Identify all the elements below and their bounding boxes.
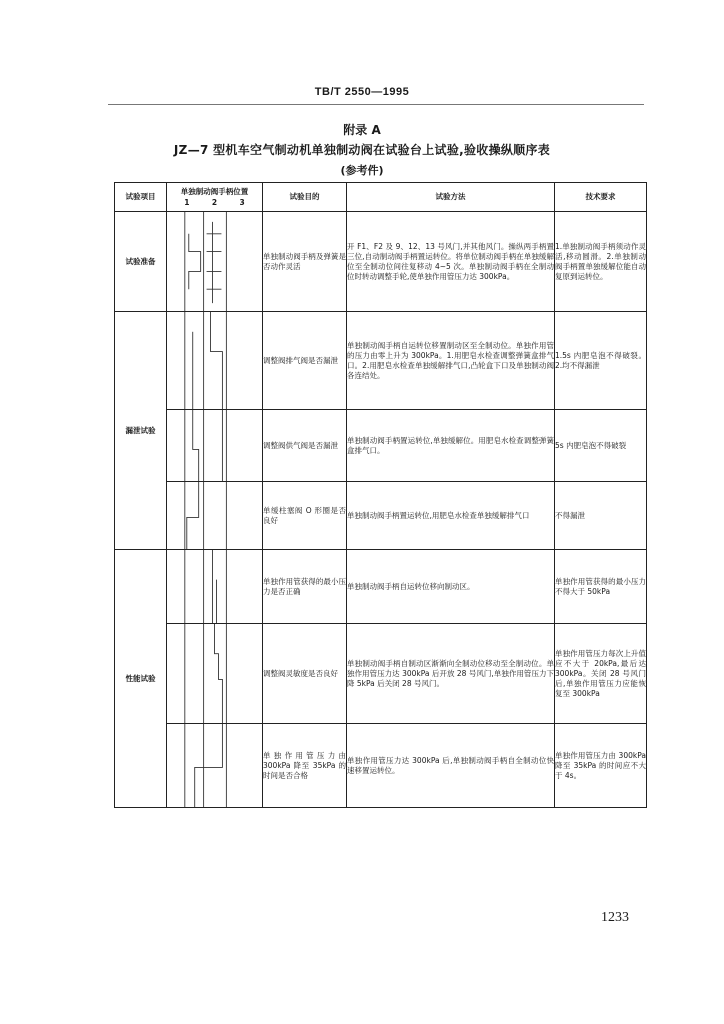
method-cell: 单独作用管压力达 300kPa 后,单独制动阀手柄自全制动位快速移置运转位。 [347, 724, 555, 808]
handle-diagram-svg [167, 550, 262, 623]
method-cell: 开 F1、F2 及 9、12、13 号风门,并其他风门。操纵两手柄置三位,自动制动阀手柄置运转位。将单位制动阀手柄在单独缓解位至全制动位间往复移动 4~5 次。单独制动阀手柄在全制动位时转动调整手轮,使单独作用管压力达 300kPa。 [347, 212, 555, 312]
table-row [115, 410, 647, 482]
handle-diagram [167, 624, 263, 724]
handle-diagram-svg [167, 482, 262, 549]
group-seal: 漏泄试验 [115, 312, 167, 550]
requirement-cell: 单独作用管压力每次上升值应不大于 20kPa,最后达 300kPa。关闭 28 号风门后,单独作用管压力应能恢复至 300kPa [555, 624, 647, 724]
col-purpose-header: 试验目的 [263, 183, 347, 212]
requirement-cell: 1.单独制动阀手柄须动作灵活,移动圆滑。2.单独制动阀手柄置单独缓解位能自动复原到运转位。 [555, 212, 647, 312]
handle-position-2: 2 [211, 197, 218, 207]
purpose-cell: 单独制动阀手柄及弹簧是否动作灵活 [263, 212, 347, 312]
table-title: JZ—7 型机车空气制动机单独制动阀在试验台上试验,验收操纵顺序表 [173, 143, 551, 157]
table-row [115, 482, 647, 550]
purpose-cell: 调整阀灵敏度是否良好 [263, 624, 347, 724]
header-rule [108, 104, 644, 105]
procedure-table [114, 182, 647, 808]
table-row [115, 212, 647, 312]
purpose-cell: 调整阀供气阀是否漏泄 [263, 410, 347, 482]
handle-diagram-svg [167, 624, 262, 723]
purpose-cell: 调整阀排气阀是否漏泄 [263, 312, 347, 410]
method-cell: 单独制动阀手柄自制动区渐渐向全制动位移动至全制动位。单独作用管压力达 300kPa 后开放 28 号风门,单独作用管压力下降 5kPa 后关闭 28 号风门。 [347, 624, 555, 724]
table-row [115, 550, 647, 624]
page-number: 1233 [601, 910, 629, 925]
purpose-cell: 单独作用管压力由 300kPa 降至 35kPa 的时间是否合格 [263, 724, 347, 808]
col-item-header: 试验项目 [115, 183, 167, 212]
requirement-cell: 单独作用管获得的最小压力不得大于 50kPa [555, 550, 647, 624]
requirement-cell: 不得漏泄 [555, 482, 647, 550]
group-prep: 试验准备 [115, 212, 167, 312]
handle-diagram [167, 550, 263, 624]
method-cell: 单独制动阀手柄置运转位,单独缓解位。用肥皂水检查调整弹簧盒排气口。 [347, 410, 555, 482]
table-row [115, 624, 647, 724]
handle-diagram [167, 482, 263, 550]
standard-code: TB/T 2550—1995 [314, 86, 410, 98]
method-cell: 单独制动阀手柄自运转位移向制动区。 [347, 550, 555, 624]
handle-diagram [167, 410, 263, 482]
handle-diagram-svg [167, 724, 262, 807]
purpose-cell: 单缓柱塞阀 O 形圈是否良好 [263, 482, 347, 550]
handle-diagram-svg [167, 410, 262, 481]
table-header-row [115, 183, 647, 212]
handle-diagram [167, 312, 263, 410]
requirement-cell: 单独作用管压力由 300kPa 降至 35kPa 的时间应不大于 4s。 [555, 724, 647, 808]
handle-diagram [167, 724, 263, 808]
col-requirement-header: 技术要求 [555, 183, 647, 212]
handle-position-label: 单独制动阀手柄位置 [180, 186, 249, 196]
handle-diagram [167, 212, 263, 312]
handle-position-3: 3 [239, 197, 245, 207]
table-row [115, 312, 647, 410]
method-cell: 单独制动阀手柄置运转位,用肥皂水检查单独缓解排气口 [347, 482, 555, 550]
requirement-cell: 5s 内肥皂泡不得破裂 [555, 410, 647, 482]
handle-diagram-svg [167, 212, 262, 311]
handle-position-1: 1 [184, 197, 190, 207]
method-cell: 单独制动阀手柄自运转位移置制动区至全制动位。单独作用管的压力由零上升为 300kPa。1.用肥皂水检查调整弹簧盒排气口。2.用肥皂水检查单独缓解排气口,凸轮盒下口及单独制动阀各连结处。 [347, 312, 555, 410]
col-handle-position-header [167, 183, 263, 212]
appendix-label: 附录 A [343, 123, 381, 137]
purpose-cell: 单独作用管获得的最小压力是否正确 [263, 550, 347, 624]
group-perf: 性能试验 [115, 550, 167, 808]
requirement-cell: 1.5s 内肥皂泡不得破裂。2.均不得漏泄 [555, 312, 647, 410]
handle-diagram-svg [167, 312, 262, 409]
table-row [115, 724, 647, 808]
table-subtitle: (参考件) [340, 164, 384, 177]
col-method-header: 试验方法 [347, 183, 555, 212]
